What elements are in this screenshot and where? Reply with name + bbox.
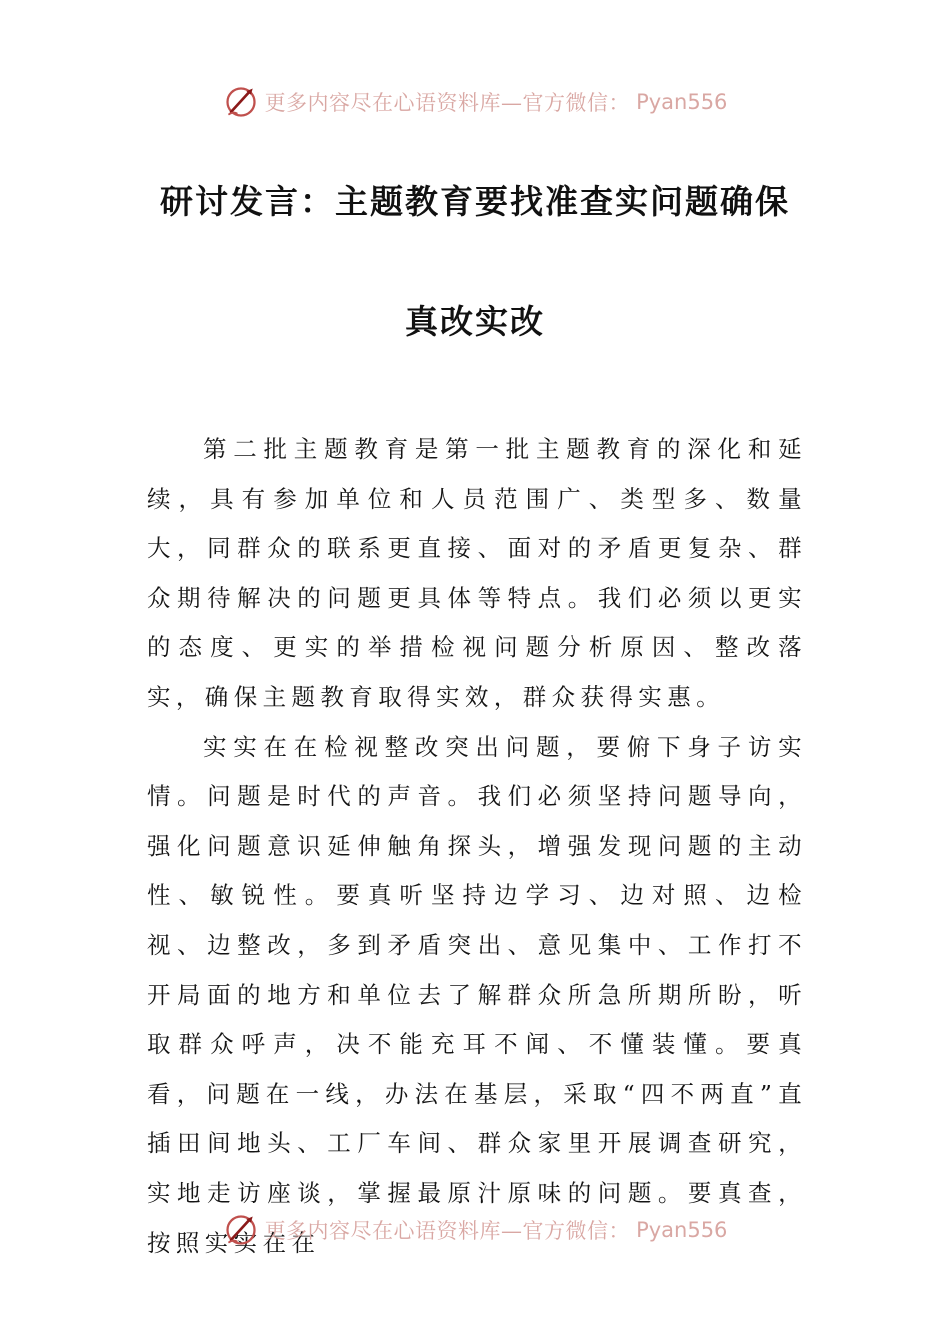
- paragraph: 第二批主题教育是第一批主题教育的深化和延续，具有参加单位和人员范围广、类型多、数量大，同群众的联系更直接、面对的矛盾更复杂、群众期待解决的问题更具体等特点。我们必须以更实的态度、更实的举措检视问题分析原因、整改落实，确保主题教育取得实效，群众获得实惠。: [147, 435, 807, 711]
- paragraph: 实实在在检视整改突出问题，要俯下身子访实情。问题是时代的声音。我们必须坚持问题导向，强化问题意识延伸触角探头，增强发现问题的主动性、敏锐性。要真听坚持边学习、边对照、边检视、边整改，多到矛盾突出、意见集中、工作打不开局面的地方和单位去了解群众所急所期所盼，听取群众呼声，决不能充耳不闻、不懂装懂。要真看，问题在一线，办法在基层，采取“四不两直”直插田间地头、工厂车间、群众家里开展调查研究，实地走访座谈，掌握最原汁原味的问题。要真查，按照实实在在: [147, 732, 807, 1257]
- watermark-text: 更多内容尽在心语资料库—官方微信：: [264, 1219, 631, 1243]
- pen-circle-logo-icon: [223, 1212, 259, 1248]
- footer-watermark: [0, 1210, 950, 1250]
- watermark-wechat-id: Pyan556: [636, 1218, 728, 1242]
- document-body: [147, 425, 807, 1268]
- watermark-wechat-id: Pyan556: [636, 90, 728, 114]
- document-title-line-2: 真改实改: [405, 302, 545, 341]
- header-watermark: [0, 82, 950, 122]
- document-title-line-1: 研讨发言：主题教育要找准查实问题确保: [160, 182, 790, 221]
- watermark-text: 更多内容尽在心语资料库—官方微信：: [264, 91, 631, 115]
- pen-circle-logo-icon: [223, 84, 259, 120]
